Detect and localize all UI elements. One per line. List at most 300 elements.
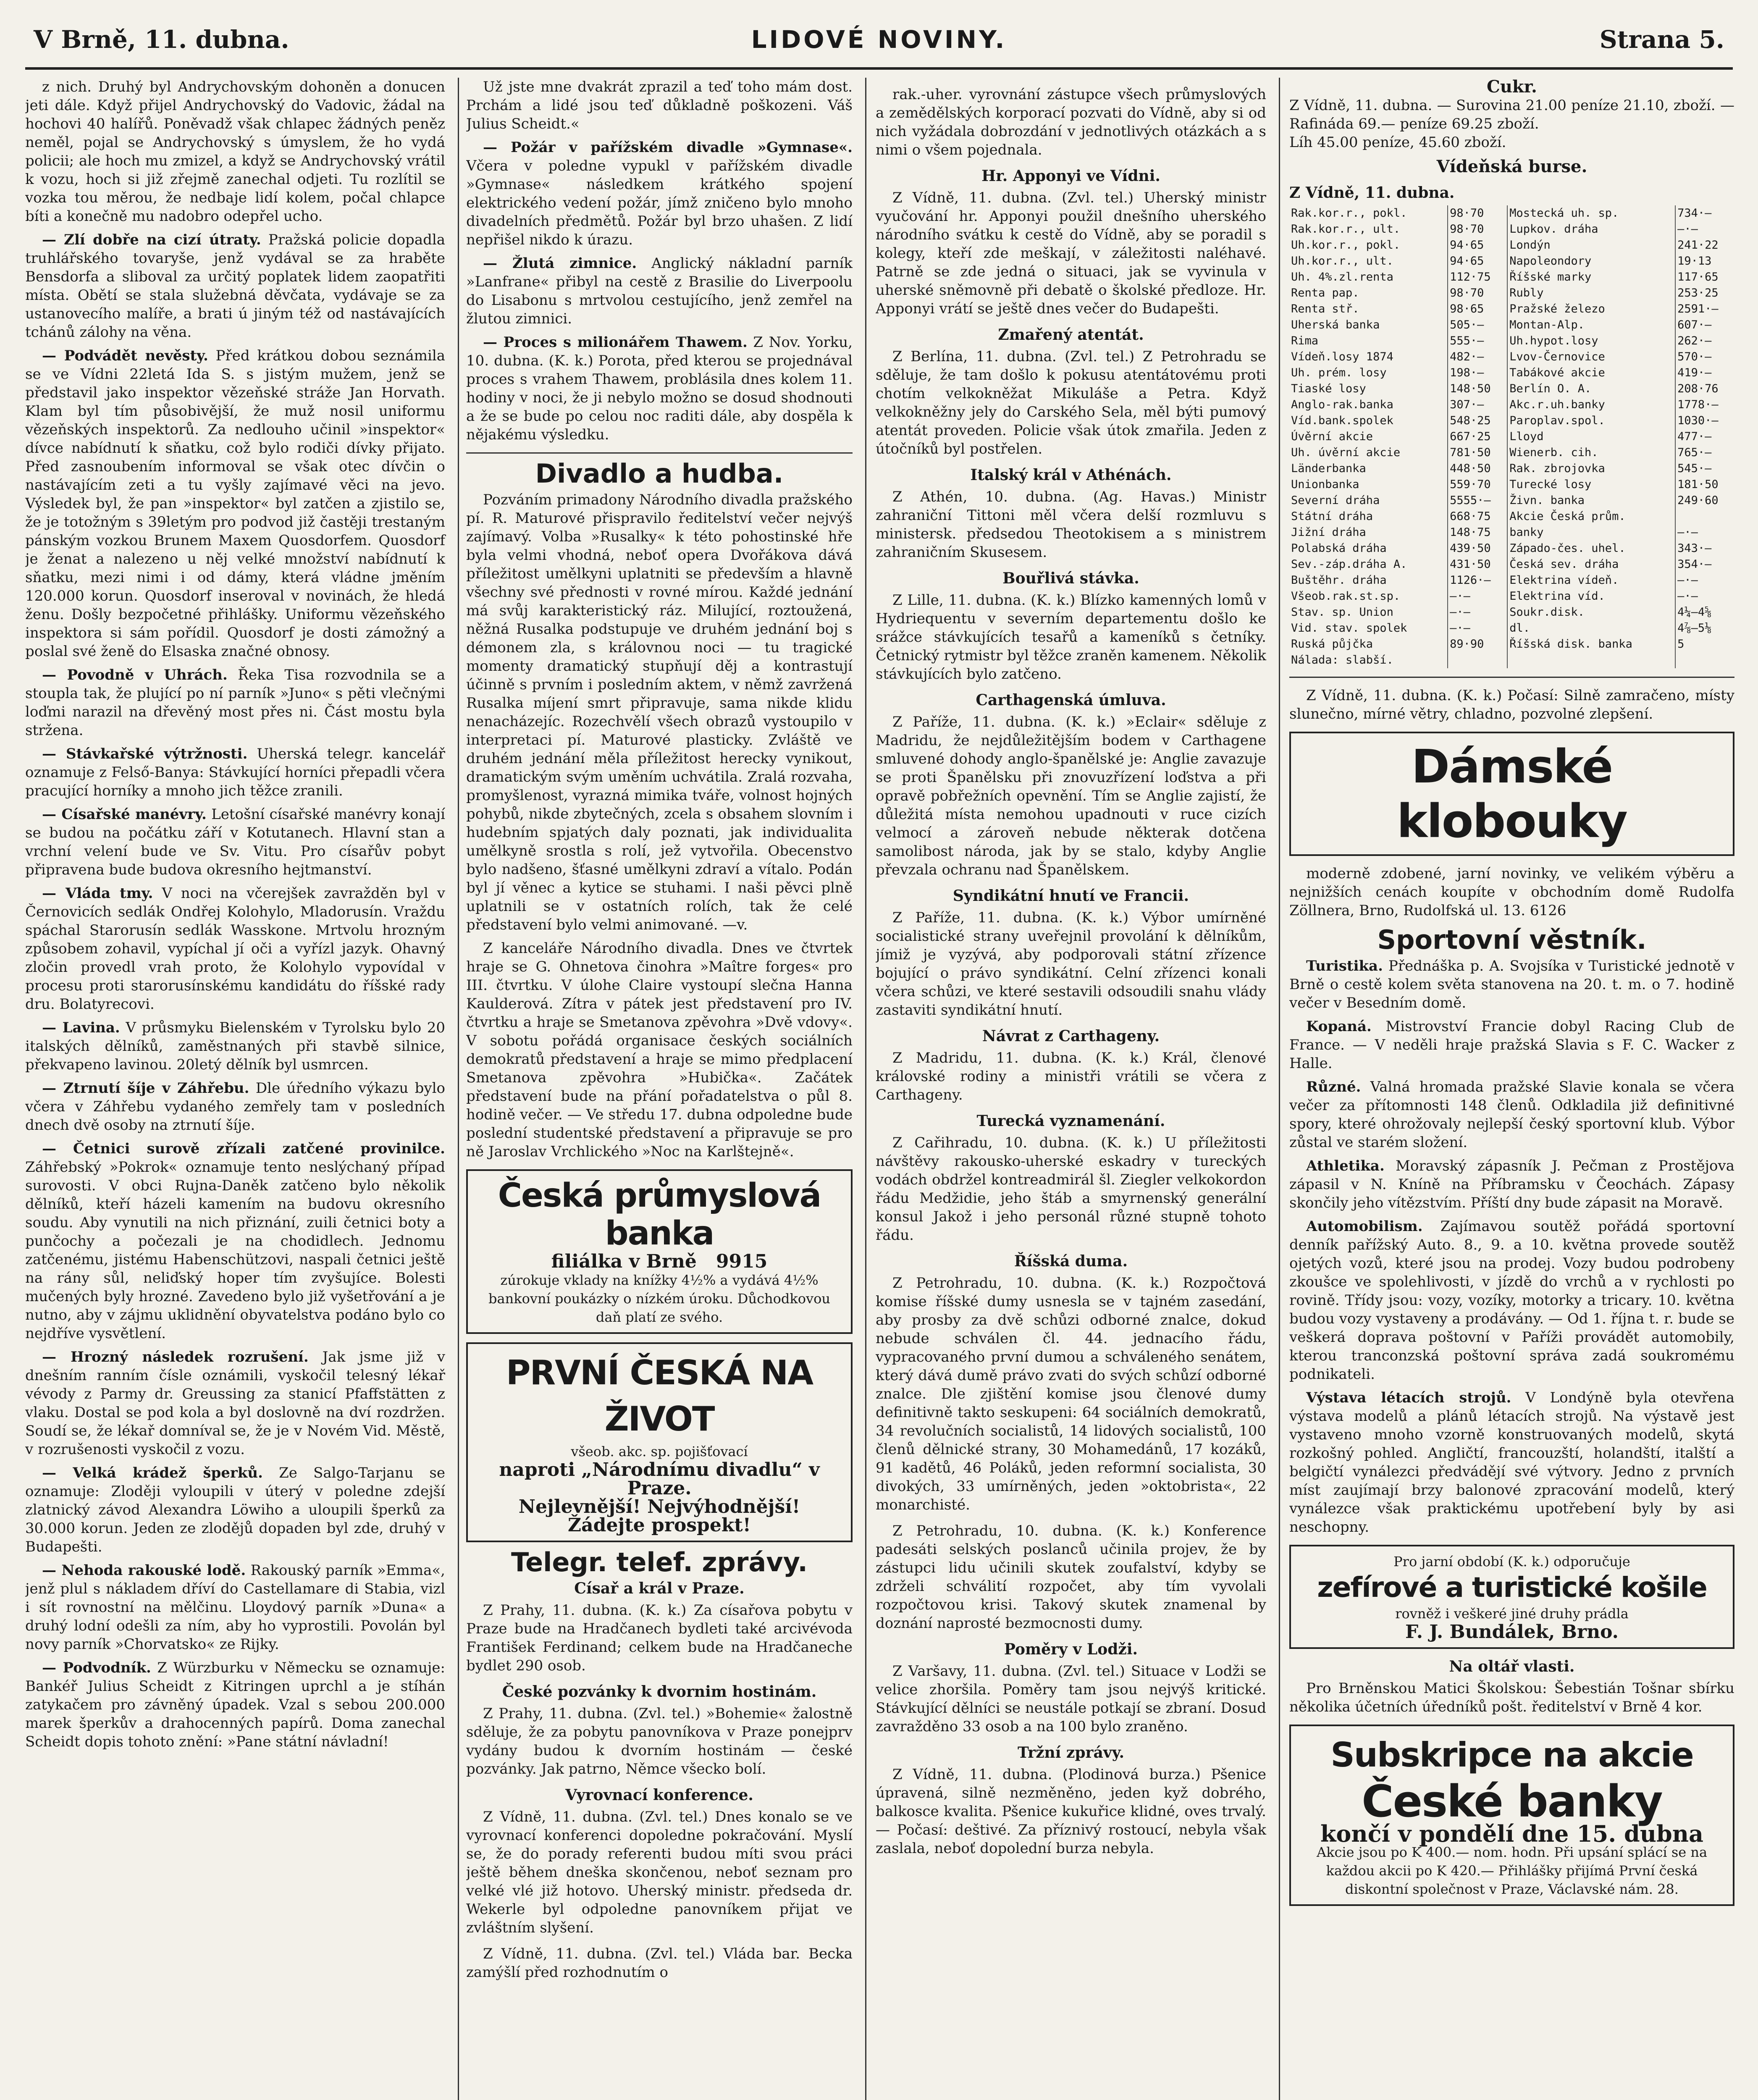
article-heading: Italský král v Athénách. <box>970 466 1172 484</box>
article-text: Z Prahy, 11. dubna. (Zvl. tel.) »Bohemie« žalostně sděluje, že za pobytu panovníkova v Praze ponejprv vydány budou k dvorním hostinám — české pozvánky. Jak patrno, Němce všecko bolí. <box>466 1705 853 1777</box>
bourse-cell: 148·50 <box>1448 381 1507 397</box>
article-heading: Vyrovnací konference. <box>565 1786 753 1804</box>
article-heading: Hr. Apponyi ve Vídni. <box>981 167 1160 185</box>
bourse-cell: 482·— <box>1448 349 1507 365</box>
article-heading: Athletika. <box>1306 1158 1385 1174</box>
article <box>876 189 1266 318</box>
bourse-cell: 98·70 <box>1448 221 1507 237</box>
bourse-cell: 98·70 <box>1448 285 1507 301</box>
bourse-row <box>1289 205 1734 221</box>
article-text: Z Vídně, 11. dubna. (Zvl. tel.) Uherský ministr vyučování hr. Apponyi použil dnešního uherského národního svátku k cestě do Vídně, aby se poradil s kolegy, kteří zde meškají, v záležitosti naléhavé. Patrně se zde jedná o situaci, jak se vyvinula v uherské sněmovně při debatě o školské předloze. Hr. Apponyi vrátí se ještě dnes večer do Budapešti. <box>876 189 1266 317</box>
bourse-cell: 559·70 <box>1448 477 1507 493</box>
bourse-row <box>1289 237 1734 253</box>
section-title-divadlo: Divadlo a hudba. <box>535 458 784 489</box>
article-text: V noci na včerejšek zavražděn byl v Černovicích sedlák Ondřej Kolohylo, Mladorusín. Vraždu spáchal Starorusín sedlák Wasskone. Mrtvolu hrozným způsobem zohavil, vypíchal jí oči a vyřízl jazyk. Ohavný zločin provedl vrah proto, že Kolohylo vypovídal v procesu proti starorusínskému kandidátu do říšské rady dru. Bolatyrecovi. <box>25 885 445 1013</box>
bourse-cell: Unionbanka <box>1289 477 1448 493</box>
column-3 <box>876 78 1280 2100</box>
bourse-cell: 354·— <box>1677 558 1712 571</box>
bourse-cell: Západo-čes. uhel. <box>1507 541 1675 556</box>
bourse-cell: Paroplav.spol. <box>1507 413 1675 429</box>
bourse-cell: Rak.kor.r., ult. <box>1289 221 1448 237</box>
article-text: Z Madridu, 11. dubna. (K. k.) Král, členové královské rodiny a ministři vrátili se včera z Carthageny. <box>876 1050 1266 1103</box>
bourse-cell: Všeob.rak.st.sp. <box>1289 588 1448 604</box>
bourse-cell: Severní dráha <box>1289 493 1448 509</box>
bourse-row <box>1289 636 1734 652</box>
article <box>1289 1078 1734 1152</box>
bourse-cell: 19·13 <box>1677 255 1712 268</box>
article-text: V Londýně byla otevřena výstava modelů a plánů létacích strojů. Na výstavě jest vystaveno mnoho vzorně konstruovaných modelů, skytá rozkošný pohled. Angličtí, francouzští, holandští, italští a belgičtí vynálezci předvádějí své výtvory. Jedno z prvních míst zaujímají brzy balonové zpracování modelů, který vynálezce však praktickému upotřebení byly by asi neschopny. <box>1289 1389 1734 1536</box>
article-heading: — Hrozný následek rozrušení. <box>42 1349 309 1365</box>
article-heading: Syndikátní hnutí ve Francii. <box>952 887 1189 905</box>
article-heading: Bouřlivá stávka. <box>1002 570 1139 587</box>
bourse-cell: 148·75 <box>1448 525 1507 541</box>
ad-kosile-line1: Pro jarní období (K. k.) odporučuje <box>1393 1554 1630 1570</box>
article <box>1289 1157 1734 1212</box>
article <box>466 1945 853 1982</box>
ad-subskripce-ceske-banky <box>1289 1725 1734 1906</box>
article-text: Z Paříže, 11. dubna. (K. k.) Výbor umírněné socialistické strany uveřejnil provolání k dělníkům, jímiž je vyzývá, aby podporovali státní zřízence bojující o právo syndikátní. Celní zřízenci konali včera schůzi, ve které sestavili odsoudili snahu vlády zastaviti syndikátní hnutí. <box>876 909 1266 1018</box>
article-text: Z Petrohradu, 10. dubna. (K. k.) Rozpočtová komise říšské dumy usnesla se v tajném zasedání, aby prosby za dvě schůzi odborné znalce, dokud nebude schválen čl. 44. jednacího řádu, vypracovaného první dumou a schváleného senátem, který dává dumě právo zvati do svých schůzí odborné znalce. Dle zjištění komise jsou členové dumy definitivně takto seskupeni: 64 sociálních demokratů, 34 revolučních socialistů, 14 lidových socialistů, 100 členů dělnické strany, 30 Mohamedánů, 17 kozáků, 91 kadětů, 46 Poláků, jeden reformní socialista, 30 divokých, 33 umírněných, jeden »oktobrista«, 22 monarchisté. <box>876 1275 1266 1513</box>
bourse-cell: Uh. 4%.zl.renta <box>1289 269 1448 285</box>
ad-zivot-slogan: Nejlevnější! Nejvýhodnější! <box>518 1496 800 1517</box>
article <box>876 1765 1266 1858</box>
bourse-row <box>1289 269 1734 285</box>
bourse-row <box>1289 429 1734 445</box>
article-text: Z Athén, 10. dubna. (Ag. Havas.) Ministr zahraniční Tittoni měl včera delší rozmluvu s ministersk. předsedou Theotokisem a s ministrem zahraničním Skusesem. <box>876 488 1266 561</box>
bourse-cell: 2591·— <box>1677 302 1719 315</box>
article-text: Z Berlína, 11. dubna. (Zvl. tel.) Z Petrohradu se sděluje, že tam došlo k pokusu atentátovému proti chotím velkokněžat Mikuláše a Petra. Když velkokněžny jely do Carského Sela, měl býti pumový atentát proveden. Policie však útok zmařila. Jeden z útočníků byl postřelen. <box>876 348 1266 457</box>
article-heading: Říšská duma. <box>1014 1252 1128 1270</box>
ad-banka-text: zúrokuje vklady na knížky 4½% a vydává 4½% bankovní poukázky o nízkém úroku. Důchodkovou daň platí ze svého. <box>488 1272 830 1325</box>
sugar-line-2: Líh 45.00 peníze, 45.60 zboží. <box>1289 134 1506 151</box>
article <box>25 1139 445 1343</box>
bourse-cell: 4⅞–5⅛ <box>1677 622 1712 635</box>
article-text: rak.-uher. vyrovnání zástupce všech průmyslových a zemědělských korporací pozvati do Vídně, aby si od nich vyžádala dobrozdání v jednotlivých otázkách a s nimi o všem pojednala. <box>876 86 1266 158</box>
bourse-cell: 439·50 <box>1448 541 1507 556</box>
bourse-cell: Elektrina vídeň. <box>1507 572 1675 588</box>
bourse-row <box>1289 301 1734 317</box>
column-1 <box>25 78 459 2100</box>
article-text: Řeka Tisa rozvodnila se a stoupla tak, že plující po ní parník »Juno« s pěti vlečnými loďmi narazil na dřevěný most přes ni. Část mostu byla stržena. <box>25 667 445 739</box>
bourse-cell: 249·60 <box>1677 494 1719 507</box>
sugar-line-1: Z Vídně, 11. dubna. — Surovina 21.00 peníze 21.10, zboží. — Rafináda 69.— peníze 69.25 zboží. <box>1289 97 1734 132</box>
bourse-cell: Česká sev. dráha <box>1507 556 1675 572</box>
bourse-row <box>1289 493 1734 509</box>
article-heading: — Proces s milionářem Thawem. <box>483 334 748 351</box>
bourse-cell: Wienerb. cih. <box>1507 445 1675 461</box>
article-text: Včera v poledne vypukl v pařížském divadle »Gymnase« následkem krátkého spojení elektrického vedení požár, jímž zničeno bylo mnoho divadelních předmětů. Požár byl brzo uhašen. Z lidí nepřišel nikdo k úrazu. <box>466 158 853 248</box>
article-heading: Kopaná. <box>1306 1018 1372 1035</box>
ad-kosile-line2: zefírové a turistické košile <box>1317 1571 1707 1604</box>
article <box>25 1561 445 1654</box>
bourse-cell: Lloyd <box>1507 429 1675 445</box>
ad-klobouky-text: moderně zdobené, jarní novinky, ve velikém výběru a nejnižších cenách koupíte v obchodním domě Rudolfa Zöllnera, Brno, Rudolfská ul. 13. 6126 <box>1289 865 1734 919</box>
bourse-row <box>1289 365 1734 381</box>
bourse-cell: Vídeň.losy 1874 <box>1289 349 1448 365</box>
bourse-cell: Akc.r.uh.banky <box>1507 397 1675 413</box>
bourse-cell: 94·65 <box>1448 237 1507 253</box>
bourse-row <box>1289 604 1734 620</box>
article-text: Zajímavou soutěž pořádá sportovní denník pařížský Auto. 8., 9. a 10. května provede soutěž ojetých vozů, které jsou na prodej. Vozy budou podrobeny zkoušce ve spolehlivosti, v jízdě do vrchů a v rychlosti po rovině. Třídy jsou: vozy, vozíky, motorky a tricary. 10. května budou vozy vystaveny a prodávány. — Od 1. října t. r. bude se veškerá doprava poštovní v Paříži provádět automobily, kterou tranconzská poštovní správa zadá soukromému podnikateli. <box>1289 1218 1734 1383</box>
article <box>876 908 1266 1019</box>
bourse-cell: Länderbanka <box>1289 461 1448 477</box>
bourse-cell: 4¼–4⅝ <box>1677 606 1712 619</box>
bourse-cell: 343·— <box>1677 542 1712 555</box>
article-heading: Turecká vyznamenání. <box>976 1112 1165 1130</box>
article <box>25 1464 445 1556</box>
article <box>25 805 445 879</box>
bourse-cell: Akcie Česká prům. <box>1507 509 1675 525</box>
article-text: Anglický nákladní parník »Lanfrane« přibyl na cestě z Brasilie do Liverpoolu do Lisabonu s mrtvolou cestujícího, jenž zemřel na žlutou zimnici. <box>466 255 853 327</box>
bourse-row <box>1289 285 1734 301</box>
article-text: Z Lille, 11. dubna. (K. k.) Blízko kamenných lomů v Hydriequentu v severním departementu došlo ke srážce stávkujících tesařů a kameníků s četníky. Četnický rytmistr byl těžce zraněn kamenem. Několik stávkujících bylo zatčeno. <box>876 592 1266 682</box>
article-heading: — Požár v pařížském divadle »Gymnase«. <box>483 139 853 156</box>
bourse-row <box>1289 477 1734 493</box>
bourse-cell: Jižní dráha <box>1289 525 1448 541</box>
masthead-date: V Brně, 11. dubna. <box>34 25 289 54</box>
bourse-cell <box>1675 509 1734 525</box>
article-text: Z Petrohradu, 10. dubna. (K. k.) Konference padesáti selských poslanců učinila projev, že by zástupci lidu učinili skutek zoufalství, kdyby se zdrželi schválití rozpočet, aby tím vyvolali rozpočtovou krisi. Takový skutek znamenal by doznání naprosté bezmocnosti dumy. <box>876 1522 1266 1632</box>
bourse-cell: 419·— <box>1677 366 1712 379</box>
article <box>466 138 853 249</box>
bourse-cell <box>1507 652 1675 668</box>
article-text: Z Cařihradu, 10. dubna. (K. k.) U příležitosti návštěvy rakousko-uherské eskadry v tureckých vodách obdržel kontreadmirál šl. Ziegler velkokordon řádu Medžidie, jeho štáb a smyrnenský generální konsul Jakož i jeho personál různé stupně tohoto řádu. <box>876 1134 1266 1244</box>
bourse-cell: Rubly <box>1507 285 1675 301</box>
bourse-cell: 431·50 <box>1448 556 1507 572</box>
article-text: Rakouský parník »Emma«, jenž plul s nákladem dříví do Castellamare di Stabia, vizl i sít rovnostní na mělčinu. Lloydový parník »Duna« a druhý lodní odešli za ním, aby ho vyprostili. Povolán byl novy parník »Chorvatsko« ze Rijky. <box>25 1562 445 1653</box>
article-heading: Návrat z Carthageny. <box>982 1027 1160 1045</box>
article <box>25 666 445 740</box>
article-text: Valná hromada pražské Slavie konala se včera večer za přítomnosti 148 členů. Odkladila již definitivné spory, které ohrožovaly nejlepší český sportovní klub. Výbor zůstal ve starém složení. <box>1289 1079 1734 1151</box>
bourse-cell: 505·— <box>1448 317 1507 333</box>
article <box>466 1601 853 1675</box>
article-text: Z Würzburku v Německu se oznamuje: Bankéř Julius Scheidt z Kitringen uprchl a je stíhán zatykačem pro závněný úpadek. Vzal s sebou 200.000 marek šperkův a drahocenných papírů. Doma zanechal Scheidt dopis tohoto znění: »Pane státní návladní! <box>25 1659 445 1750</box>
ad-banka-branch: filiálka v Brně 9915 <box>551 1251 768 1272</box>
bourse-row <box>1289 461 1734 477</box>
article-text: Záhřebský »Pokrok« oznamuje tento neslýchaný případ surovosti. V obci Rujna-Daněk zatčeno bylo několik dělníků, kteří házeli kamením na budovu okresního soudu. Aby vynutili na nich přiznání, zuili četnici boty a punčochy a počezali je na chodidlech. Jednomu zatčenému, jistému Habenschützovi, naspali četnici ještě na rány sůl, neliďský hoper tím zvyšujíce. Bolesti mučených byly hrozné. Zavedeno bylo již vyšetřování a je nutno, aby v zájmu uklidnění obyvatelstva podáno bylo co nejdříve vysvětlení. <box>25 1159 445 1342</box>
article-text: Uherská telegr. kancelář oznamuje z Felső-Banya: Stávkující horníci přepadli včera pracující horníky a mnoho jich těžce zranili. <box>25 746 445 799</box>
article <box>25 1348 445 1459</box>
bourse-row <box>1289 620 1734 636</box>
bourse-cell: Polabská dráha <box>1289 541 1448 556</box>
bourse-cell: Uh.kor.r., ult. <box>1289 253 1448 269</box>
masthead <box>25 17 1733 70</box>
bourse-cell: 98·70 <box>1448 205 1507 221</box>
na-oltar-text: Pro Brněnskou Matici Školskou: Šebestián Tošnar sbírku několika účetních úředníků pošt. ředitelství v Brně 4 kor. <box>1289 1680 1734 1715</box>
column-2-articles <box>466 78 853 444</box>
bourse-cell: 89·90 <box>1448 636 1507 652</box>
article <box>1289 1017 1734 1073</box>
article <box>25 1659 445 1751</box>
bourse-cell: 781·50 <box>1448 445 1507 461</box>
bourse-cell: 5555·— <box>1448 493 1507 509</box>
bourse-cell: —·— <box>1677 223 1698 236</box>
ad-kosile <box>1289 1545 1734 1649</box>
bourse-cell: Úvěrní akcie <box>1289 429 1448 445</box>
bourse-cell: Tiaské losy <box>1289 381 1448 397</box>
bourse-cell: Vid. stav. spolek <box>1289 620 1448 636</box>
bourse-cell: Státní dráha <box>1289 509 1448 525</box>
column-4 <box>1289 78 1734 2100</box>
article <box>876 1522 1266 1633</box>
bourse-row <box>1289 317 1734 333</box>
article-heading: — Podvádět nevěsty. <box>42 347 208 364</box>
bourse-cell: Uh.hypot.losy <box>1507 333 1675 349</box>
masthead-paper-title: LIDOVÉ NOVINY. <box>751 25 1007 54</box>
article-heading: — Žlutá zimnice. <box>483 255 637 272</box>
bourse-cell: Renta stř. <box>1289 301 1448 317</box>
bourse-row <box>1289 253 1734 269</box>
bourse-cell: Turecké losy <box>1507 477 1675 493</box>
article-text: z nich. Druhý byl Andrychovským dohoněn a donucen jeti dále. Když přijel Andrychovský do Vadovic, žádal na hochovi 40 halířů. Poněvadž však chlapec žádných peněz neměl, pojal se Andrychovský s úmyslem, že ho vydá policii; ale hoch mu zmizel, a když se Andrychovský vrátil k vozu, hoch si již zřejmě zanechal odjeti. Tu rozlítil se vozka tou měrou, že nedbaje lidí kolem, počal chlapce bíti a konečně mu nadobro odepřel ucho. <box>25 79 445 225</box>
bourse-cell <box>1448 652 1507 668</box>
bourse-table <box>1289 205 1734 668</box>
bourse-cell: 262·— <box>1677 334 1712 347</box>
article <box>466 254 853 328</box>
ad-kosile-line3: rovněž i veškeré jiné druhy prádla <box>1395 1606 1629 1622</box>
article <box>876 347 1266 458</box>
bourse-row <box>1289 413 1734 429</box>
article <box>876 85 1266 159</box>
article-heading: — Podvodník. <box>42 1659 151 1676</box>
bourse-cell: —·— <box>1677 526 1698 539</box>
bourse-cell: 667·25 <box>1448 429 1507 445</box>
bourse-cell: 5 <box>1677 638 1685 651</box>
bourse-cell: 607·— <box>1677 318 1712 331</box>
article-text: Mistrovství Francie dobyl Racing Club de France. — V neděli hraje pražská Slavia s F. C. Wacker z Halle. <box>1289 1018 1734 1072</box>
bourse-cell: Nálada: slabší. <box>1289 652 1448 668</box>
ad-banka-title: Česká průmyslová banka <box>498 1177 821 1252</box>
bourse-cell: Renta pap. <box>1289 285 1448 301</box>
bourse-cell: Ruská půjčka <box>1289 636 1448 652</box>
masthead-page-number: Strana 5. <box>1599 25 1724 54</box>
bourse-cell: 1030·— <box>1677 414 1719 427</box>
bourse-cell: Rak.kor.r., pokl. <box>1289 205 1448 221</box>
bourse-cell: Napoleondory <box>1507 253 1675 269</box>
bourse-cell: 241·22 <box>1677 239 1719 252</box>
article-heading: — Četnici surově zřízali zatčené provinilce. <box>42 1140 445 1157</box>
article <box>25 231 445 341</box>
article <box>25 745 445 800</box>
bourse-cell: Montan-Alp. <box>1507 317 1675 333</box>
bourse-cell: 1778·— <box>1677 398 1719 411</box>
article-text: Pražská policie dopadla truhlářského tovaryše, jenž vydával se za hraběte Bensdorfa a sliboval za určitý poplatek lidem zaopatřiti místa. Obětí se stala služebná děvčata, vydávaje se za ustanovecího malíře, a brati ú jiným též od nastávajících tchánů zálohy na věna. <box>25 231 445 341</box>
article <box>1289 1217 1734 1383</box>
ad-damske-klobouky <box>1289 732 1734 856</box>
article-text: Před krátkou dobou seznámila se ve Vídni 22letá Ida S. s jistým mužem, jenž se představil jako inspektor vězeňské stráže Jan Horvath. Klam byl tím působivější, že muž nosil uniformu vězeňských inspektorů. Za nedlouho učinil »inspektor« dívce nabídnutí k sňatku, což bylo rodiči dívky přijato. Před zasnoubením informoval se však otec dívčin o nastávajícím zeti a tu vyšly zajímavé věci na jevo. Výsledek byl, že pan »inspektor« byl zatčen a zjistilo se, že je totožným s 39letým pro podvod již častěji trestaným pánským vozkou Brunem Maxem Quosdorfem. Quosdorf je ženat a nalezeno u něj velké množství nabídnutí k sňatku, mezi nimi i od dámy, která vládne jměním 120.000 korun. Quosdorf inseroval v novinách, že hledá ženu. Došly bezpočetné přihlášky. Uniformu vězeňského inspektora si sám pořídil. Quosdorf je dosti zámožný a poslal své ženě do Elsaska značné obnosy. <box>25 347 446 660</box>
article-text: Z Vídně, 11. dubna. (Zvl. tel.) Dnes konalo se ve vyrovnací konferenci dopoledne pokračování. Myslí se, že do porady referenti budou míti svou práci ještě během dneška skončenou, neboť seznam pro velké vlé již hotovo. Uherský ministr. předseda dr. Wekerle byl odpoledne panovníkem přijat ve zvláštním slyšení. <box>466 1809 853 1936</box>
bourse-row <box>1289 541 1734 556</box>
ad-subskripce-text: Akcie jsou po K 400.— nom. hodn. Při upsání splácí se na každou akcii po K 420.— Přihlášky přijímá První česká diskontní společnost v Praze, Václavské nám. 28. <box>1316 1844 1708 1897</box>
bourse-cell: —·— <box>1448 604 1507 620</box>
bourse-cell: Uh. úvěrní akcie <box>1289 445 1448 461</box>
bourse-cell: Pražské železo <box>1507 301 1675 317</box>
article-heading: Císař a král v Praze. <box>574 1580 745 1597</box>
divider <box>1289 677 1734 678</box>
bourse-cell: —·— <box>1677 590 1698 603</box>
article-heading: České pozvánky k dvornim hostinám. <box>502 1683 817 1701</box>
article-text: Z Paříže, 11. dubna. (K. k.) »Eclair« sděluje z Madridu, že nejdůležitějším bodem v Carthagene smluvené dohody anglo-španělské je: Anglie zavazuje se proti Španělsku při znovuzřízení loďstva a při opravě pobřežních opevnění. Tím se Anglie zajistí, že důležitá místa nemohou upadnouti v ruce cizích velmocí a zároveň nebude některak dotčena samolibost národa, jak by se stalo, kdyby Anglie převzala ochranu nad Španělskem. <box>876 714 1266 878</box>
ad-kosile-firm: F. J. Bundálek, Brno. <box>1405 1621 1619 1643</box>
bourse-cell: Uherská banka <box>1289 317 1448 333</box>
article-text: Z Varšavy, 11. dubna. (Zvl. tel.) Situace v Lodži se velice zhoršila. Poměry tam jsou nejvýš kritické. Stávkující dělníci se neustále potkají se zbraní. Dosud zavražděno 33 osob a na 100 bylo zraněno. <box>876 1663 1266 1735</box>
bourse-cell: Mostecká uh. sp. <box>1507 205 1675 221</box>
article-heading: Poměry v Lodži. <box>1004 1641 1138 1658</box>
article-heading: Carthagenská úmluva. <box>976 691 1166 709</box>
article-text: Z Prahy, 11. dubna. (K. k.) Za císařova pobytu v Praze bude na Hradčanech bydleti také arcivévoda František Ferdinand; celkem bude na Hradčaneche bydlet 290 osob. <box>466 1602 853 1674</box>
article <box>876 1134 1266 1244</box>
article-heading: — Vláda tmy. <box>42 885 153 902</box>
ad-klobouky-title: Dámské klobouky <box>1397 740 1627 848</box>
bourse-cell: Uh. prém. losy <box>1289 365 1448 381</box>
article <box>25 1079 445 1134</box>
bourse-cell: Buštěhr. dráha <box>1289 572 1448 588</box>
article <box>876 713 1266 879</box>
bourse-row <box>1289 445 1734 461</box>
article-heading: Výstava létacích strojů. <box>1306 1389 1511 1406</box>
bourse-row <box>1289 525 1734 541</box>
bourse-cell: Lupkov. dráha <box>1507 221 1675 237</box>
bourse-cell: Berlín O. A. <box>1507 381 1675 397</box>
bourse-row <box>1289 397 1734 413</box>
bourse-cell: 448·50 <box>1448 461 1507 477</box>
bourse-cell: 117·65 <box>1677 270 1719 284</box>
bourse-cell: Soukr.disk. <box>1507 604 1675 620</box>
ad-prvni-ceska-na-zivot <box>466 1342 853 1542</box>
bourse-row <box>1289 572 1734 588</box>
bourse-cell: 545·— <box>1677 462 1712 475</box>
bourse-cell: 765·— <box>1677 446 1712 459</box>
article <box>25 346 445 661</box>
bourse-cell: Uh.kor.r., pokl. <box>1289 237 1448 253</box>
sport-articles <box>1289 957 1734 1536</box>
bourse-cell: 98·65 <box>1448 301 1507 317</box>
article-divadlo: Pozváním primadony Národního divadla pražského pí. R. Maturové přispravilo ředitelství večer nejvýš zajímavý. Volba »Rusalky« k této pohostinské hře byla velmi vhodná, neboť opera Dvořákova dává příležitost umělkyni uplatniti se především a hlavně všechny své přednosti v rovné mírou. Každé jednání má svůj karakteristický ráz. Milující, roztoužená, něžná Rusalka podstupuje ve druhém jednání boj s démonem zla, s královnou noci — tu tragické momenty dramatický stupňují děj a kontrastují účinně s prvním i posledním aktem, v němž zavržená Rusalka míjení smrt připravuje, sama nikde klidu nenacházejíc. Rozechvělí všech obrazů vystoupilo v interpretaci pí. Maturové plasticky. Zvláště ve druhém jednání měla příležitost herecky vynikout, dramatickým svým uměním uchvátila. Zralá rozvaha, promyšlenost, vyrazná mimika tváře, volnost hojných pohybů, nikde zbytečných, zcela s obsahem slovním i hudebním spjatých daly poznati, jak individualita umělkyně srostla s rolí, jež vytvořila. Obecenstvo bylo nadšeno, šťasné umělkyni zdraví a vítalo. Podán byl jí věnec a kytice se stuhami. I naši pěvci plně uplatnili se v ostatních rolích, tak že celé představení bylo velmi animované. —v. <box>466 491 853 933</box>
bourse-cell: Víd.bank.spolek <box>1289 413 1448 429</box>
article-heading: — Velká krádež šperků. <box>42 1465 263 1481</box>
bourse-row <box>1289 221 1734 237</box>
article-text: Už jste mne dvakrát zprazil a teď toho mám dost. Prchám a lidé jsou teď důkladně poškozeni. Váš Julius Scheidt.« <box>466 79 853 132</box>
article-kancelar: Z kanceláře Národního divadla. Dnes ve čtvrtek hraje se G. Ohnetova činohra »Maître forges« pro III. čtvrtku. V úlohe Claire vystoupí slečna Hanna Kaulderová. Zítra v pátek jest představení pro IV. čtvrtku a hraje se Smetanova zpěvohra »Dvě vdovy«. V sobotu pořádá organisace českých sociálních demokratů představení a hraje se mimo předplacení Smetanova zpěvohra »Hubička«. Začátek představení bude na přání pořadatelstva o půl 8. hodině večer. — Ve středu 17. dubna odpoledne bude poslední studentské představení a připravuje se pro ně Jaroslav Vrchlického »Noc na Karlštejně«. <box>466 940 853 1160</box>
article-heading: Různé. <box>1306 1079 1361 1095</box>
bourse-cell: 570·— <box>1677 350 1712 363</box>
article <box>25 1018 445 1074</box>
article-heading: — Císařské manévry. <box>42 806 207 823</box>
article-heading: — Povodně v Uhrách. <box>42 667 228 683</box>
bourse-cell: dl. <box>1507 620 1675 636</box>
bourse-cell: 253·25 <box>1677 286 1719 299</box>
article <box>466 1808 853 1937</box>
bourse-row <box>1289 588 1734 604</box>
ad-subskripce-line3: končí v pondělí dne 15. dubna <box>1320 1820 1703 1847</box>
section-title-sport: Sportovní věstník. <box>1377 924 1647 955</box>
article-text: Z Vídně, 11. dubna. (Zvl. tel.) Vláda bar. Becka zamýšlí před rozhodnutím o <box>466 1945 853 1981</box>
bourse-cell: Stav. sp. Union <box>1289 604 1448 620</box>
bourse-cell: Londýn <box>1507 237 1675 253</box>
article <box>876 488 1266 562</box>
ad-zivot-address: naproti „Národnímu divadlu“ v Praze. <box>499 1459 820 1499</box>
bourse-row <box>1289 381 1734 397</box>
article <box>466 1704 853 1778</box>
ad-ceska-prumyslova-banka <box>466 1169 853 1334</box>
divider <box>466 452 853 454</box>
article-text: Jak jsme již v dnešním ranním čísle oznámili, vyskočil telesný lékař vévody z Parmy dr. Greussing za stanicí Pfaffstätten z vlaku. Dostal se pod kola a byl doslovně na dví rozdržen. Soudí se, že lékař domníval se, že je v Novém Vid. Městě, v rozrušenosti vyskočil z vozu. <box>25 1349 445 1458</box>
bourse-row <box>1289 333 1734 349</box>
article <box>876 591 1266 683</box>
article <box>1289 1389 1734 1536</box>
bourse-title: Vídeňská burse. <box>1436 157 1587 176</box>
bourse-cell: —·— <box>1448 620 1507 636</box>
ad-zivot-cta: Žádejte prospekt! <box>568 1515 751 1536</box>
bourse-cell: Říšské marky <box>1507 269 1675 285</box>
ad-zivot-title: PRVNÍ ČESKÁ NA ŽIVOT <box>506 1353 813 1438</box>
na-oltar-title: Na oltář vlasti. <box>1449 1658 1575 1675</box>
bourse-cell: Elektrina víd. <box>1507 588 1675 604</box>
article-text: Moravský zápasník J. Pečman z Prostějova zápasil v N. Kníně na Příbramsku v Čeochách. Zápasy skončily jeho vítězstvím. Příští dny bude zápasit na Moravě. <box>1289 1158 1734 1211</box>
bourse-cell: 198·— <box>1448 365 1507 381</box>
telegr-articles <box>466 1579 853 1982</box>
bourse-cell: 477·— <box>1677 430 1712 443</box>
article-heading: — Lavina. <box>42 1019 120 1036</box>
article-text: Letošní císařské manévry konají se budou na počátku září v Kotutanech. Hlavní stan a vrchní velení bude ve Sv. Vitu. Pro císařův pobyt připravena bude budova okresního hejtmanství. <box>25 806 445 878</box>
article-heading: — Nehoda rakouské lodě. <box>42 1562 246 1579</box>
article-heading: Turistika. <box>1306 958 1383 974</box>
article <box>1289 957 1734 1012</box>
sugar-report <box>1289 78 1734 152</box>
bourse-cell: 548·25 <box>1448 413 1507 429</box>
bourse-row <box>1289 509 1734 525</box>
article-text: Přednáška p. A. Svojsíka v Turistické jednotě v Brně o cestě kolem světa stanovena na 20. t. m. o 7. hodině večer v Besedním domě. <box>1289 958 1734 1011</box>
bourse-cell: Rak. zbrojovka <box>1507 461 1675 477</box>
bourse-cell: Tabákové akcie <box>1507 365 1675 381</box>
bourse-cell: Lvov-Černovice <box>1507 349 1675 365</box>
bourse-cell: 94·65 <box>1448 253 1507 269</box>
bourse-cell: 112·75 <box>1448 269 1507 285</box>
ad-zivot-sub: všeob. akc. sp. pojišťovací <box>571 1444 748 1460</box>
ad-subskripce-line2: České banky <box>1362 1776 1662 1827</box>
article-text: Ze Salgo-Tarjanu se oznamuje: Zloději vyloupili v úterý v poledne zdejší zlatnický závod Alexandra Löwiho a uloupili šperků za 30.000 korun. Jeden ze zlodějů dopaden byl zde, druhý v Budapešti. <box>25 1465 445 1555</box>
bourse-cell: Sev.-záp.dráha A. <box>1289 556 1448 572</box>
article <box>466 78 853 133</box>
bourse-cell: Anglo-rak.banka <box>1289 397 1448 413</box>
bourse-cell: 208·76 <box>1677 382 1719 395</box>
bourse-cell: —·— <box>1677 574 1698 587</box>
bourse-cell: 181·50 <box>1677 478 1719 491</box>
article-text: Z Nov. Yorku, 10. dubna. (K. k.) Porota, před kterou se projednával proces s vrahem Thawem, problásila dnes kolem 11. hodiny v noci, že ji nebylo možno se dosud shodnouti a že se bude po celou noc raditi dále, aby dospěla k nějakému výsledku. <box>466 334 853 443</box>
article-text: Dle úředního výkazu bylo včera v Záhřebu vydaného zemřely tam v posledních dnech dvě osoby na ztrnutí šíje. <box>25 1080 445 1134</box>
article-text: V průsmyku Bielenském v Tyrolsku bylo 20 italských dělníků, zaměstnaných při stavbě silnice, překvapeno lavinou. 20letý dělník byl usmrcen. <box>25 1019 445 1073</box>
article-heading: Tržní zprávy. <box>1017 1744 1125 1761</box>
article <box>25 884 445 1013</box>
article-heading: — Stávkařské výtržnosti. <box>42 746 248 762</box>
article-heading: — Ztrnutí šíje v Záhřebu. <box>42 1080 249 1097</box>
article <box>876 1274 1266 1514</box>
bourse-cell: Živn. banka <box>1507 493 1675 509</box>
bourse-cell: 734·— <box>1677 207 1712 220</box>
bourse-cell: 1126·— <box>1448 572 1507 588</box>
article <box>25 78 445 226</box>
bourse-cell <box>1675 652 1734 668</box>
bourse-row <box>1289 652 1734 668</box>
article-heading: — Zlí dobře na cizí útraty. <box>42 231 261 248</box>
bourse-cell: Říšská disk. banka <box>1507 636 1675 652</box>
section-title-telegr: Telegr. telef. zprávy. <box>511 1547 808 1578</box>
bourse-row <box>1289 349 1734 365</box>
bourse-cell: 555·— <box>1448 333 1507 349</box>
article <box>876 1049 1266 1104</box>
article-heading: Automobilism. <box>1306 1218 1423 1235</box>
bourse-cell: —·— <box>1448 588 1507 604</box>
